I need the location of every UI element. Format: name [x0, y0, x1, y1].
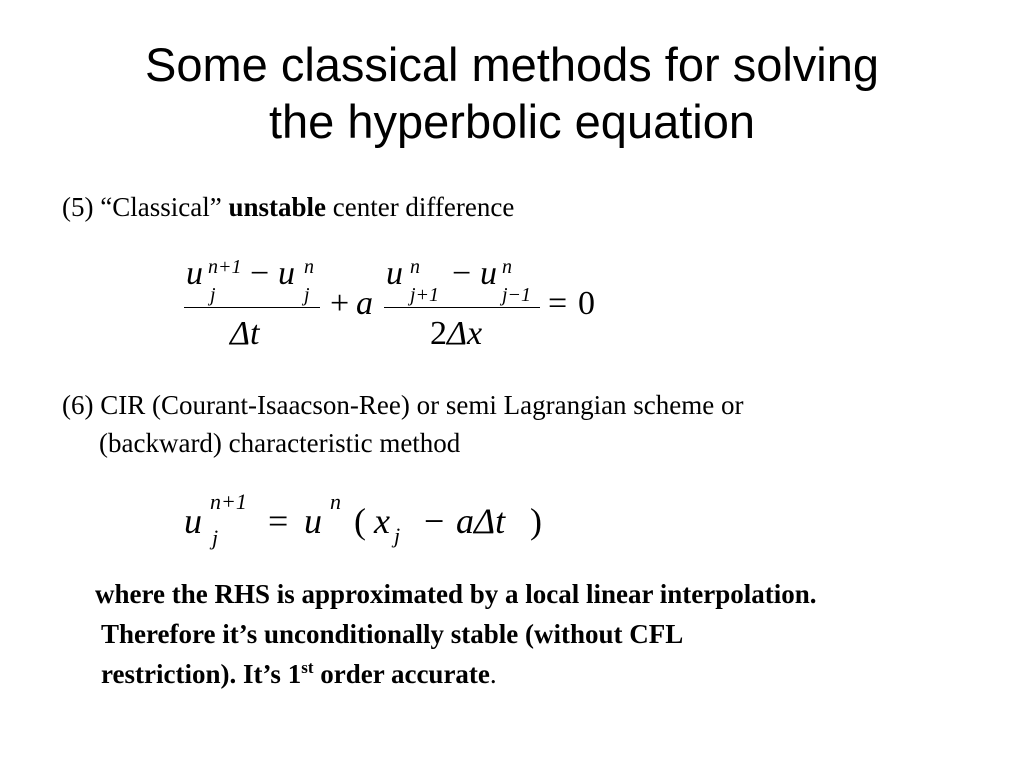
- eq5-denominator-2: 2Δx: [430, 315, 483, 352]
- method-6-heading: [62, 386, 962, 462]
- method-6-line-1: (6) CIR (Courant-Isaacson-Ree) or semi Lagrangian scheme or: [62, 390, 744, 420]
- eq5-minus-2: −: [452, 255, 472, 292]
- eq5-sub-j-2: j: [304, 284, 310, 306]
- eq5-u2: u: [278, 255, 295, 292]
- equation-center-difference: [180, 255, 610, 365]
- note-line-3-end: order accurate: [313, 659, 490, 689]
- note-period: .: [489, 659, 497, 689]
- eq6-rhs-sup: n: [330, 489, 341, 514]
- slide-title: [20, 36, 1004, 150]
- eq6-x: x: [374, 501, 390, 541]
- eq5-a: a: [356, 285, 373, 322]
- eq5-zero: 0: [578, 285, 595, 322]
- method-5-emphasis: unstable: [228, 192, 326, 222]
- eq5-sub-jm1: j−1: [502, 284, 532, 306]
- method-5-prefix: (5) “Classical”: [62, 192, 229, 222]
- eq5-denominator-1: Δt: [230, 315, 260, 352]
- eq6-equals: =: [268, 501, 289, 541]
- title-line-2: the hyperbolic equation: [268, 95, 756, 148]
- eq5-sup-n-3: n: [502, 256, 512, 278]
- eq6-minus: −: [424, 501, 445, 541]
- eq6-lhs-u: u: [184, 501, 202, 541]
- eq5-fraction-bar-1: [184, 307, 320, 308]
- eq6-open-paren: (: [354, 501, 366, 541]
- eq5-fraction-bar-2: [384, 307, 540, 308]
- eq5-u1: u: [186, 255, 203, 292]
- note-line-2: Therefore it’s unconditionally stable (without CFL: [101, 619, 684, 649]
- method-6-line-2: (backward) characteristic method: [99, 428, 461, 458]
- method-5-suffix: center difference: [325, 192, 515, 222]
- eq5-minus-1: −: [250, 255, 270, 292]
- note-line-1: where the RHS is approximated by a local linear interpolation.: [95, 579, 817, 609]
- eq5-sup-np1: n+1: [208, 256, 242, 278]
- eq5-sup-n-2: n: [410, 256, 420, 278]
- equation-cir-scheme: [184, 489, 564, 552]
- eq6-rhs-u: u: [304, 501, 322, 541]
- title-line-1: Some classical methods for solving: [144, 38, 880, 91]
- eq5-plus: +: [330, 285, 350, 322]
- note-line-3-start: restriction). It’s 1: [101, 659, 302, 689]
- eq6-x-sub: j: [394, 523, 401, 548]
- eq5-sub-jp1: j+1: [410, 284, 440, 306]
- eq6-lhs-sub: j: [212, 525, 219, 550]
- eq6-close-paren: ): [530, 501, 542, 541]
- eq6-lhs-sup: n+1: [210, 489, 247, 514]
- note-superscript: st: [301, 658, 314, 677]
- eq6-a-dt: aΔt: [456, 501, 506, 541]
- eq5-sub-j-1: j: [210, 284, 216, 306]
- eq5-u3: u: [386, 255, 403, 292]
- note-line-3: [95, 654, 1015, 694]
- cir-explanation-note: [95, 574, 1015, 694]
- method-5-heading: [62, 188, 514, 226]
- eq5-u4: u: [480, 255, 497, 292]
- eq5-equals: =: [548, 285, 568, 322]
- eq5-sup-n-1: n: [304, 256, 314, 278]
